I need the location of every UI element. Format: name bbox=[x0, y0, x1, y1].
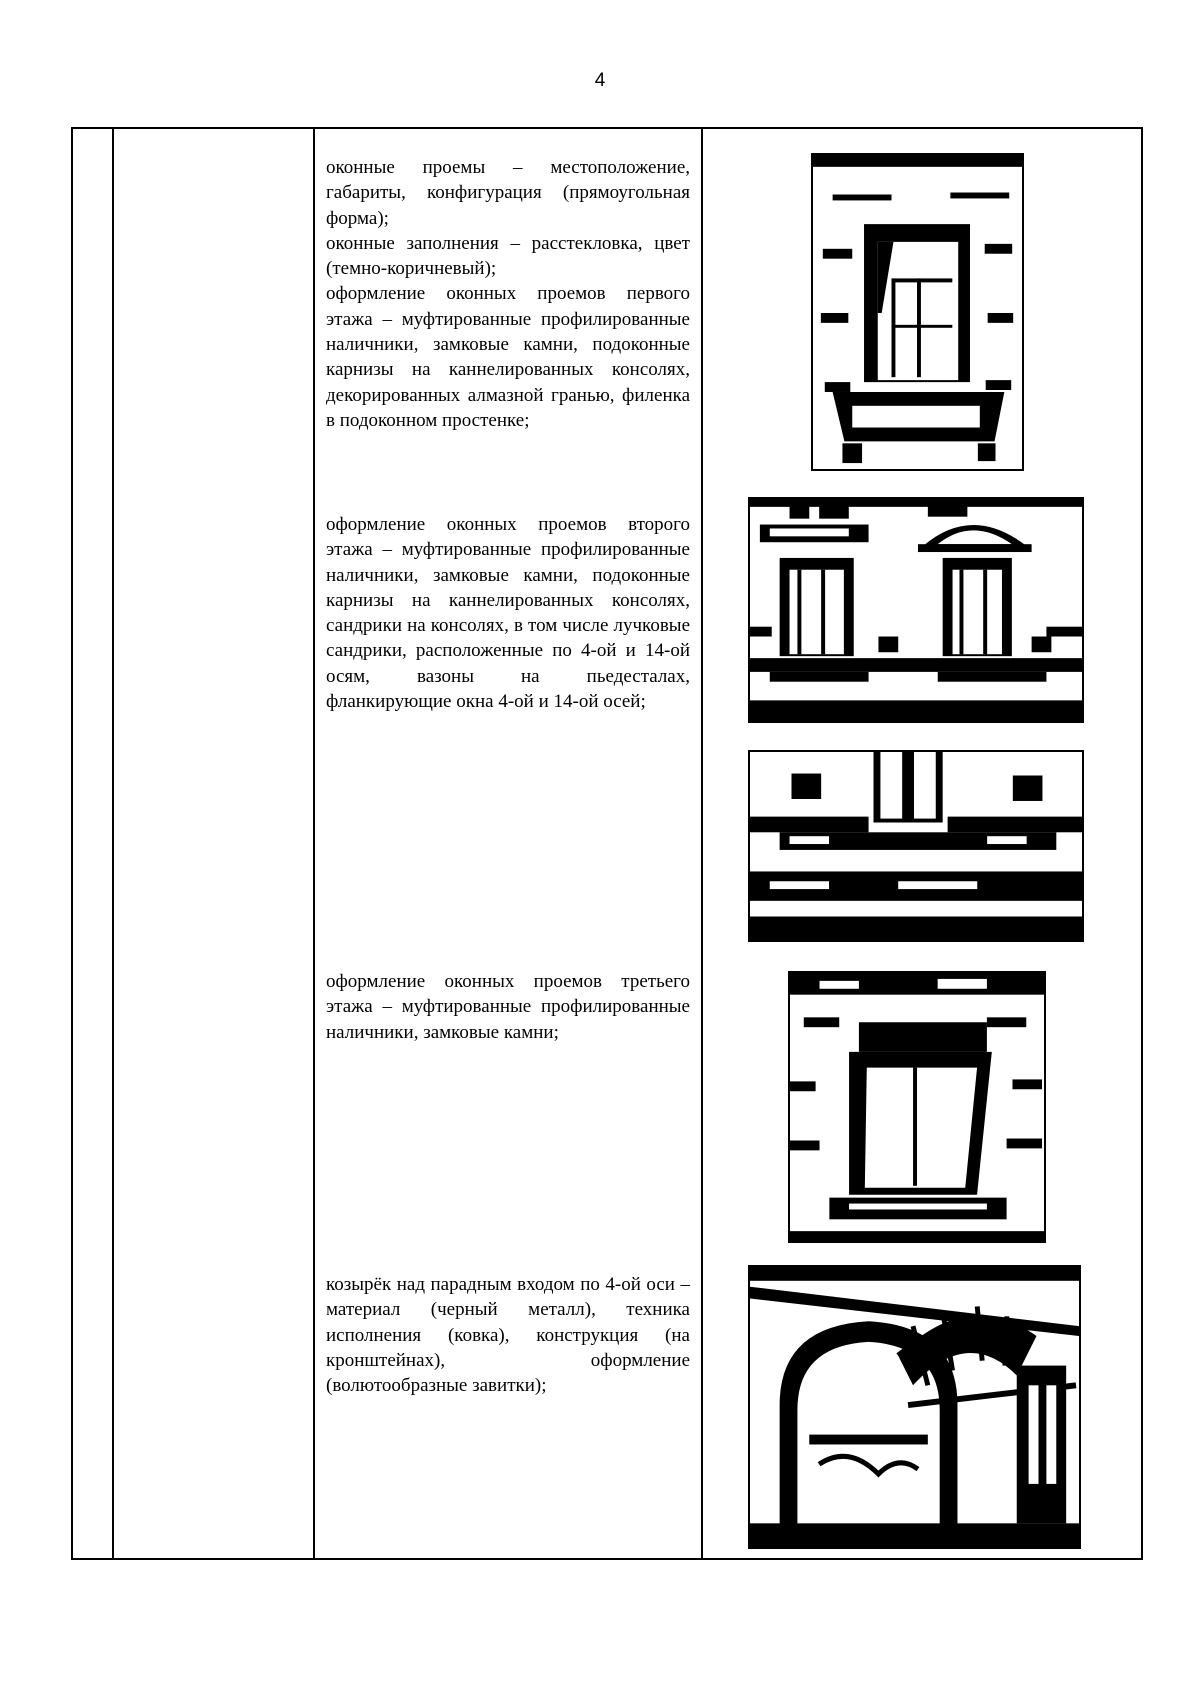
page-number: 4 bbox=[594, 70, 606, 91]
row-4-description bbox=[326, 1272, 690, 1398]
paragraph-first-floor: оформление оконных проемов первого этажа – муфтированные профилированные наличники, замковые камни, подоконные карнизы на каннелированных консолях, декорированных алмазной гранью, филенка в подоконном простенке; bbox=[326, 283, 690, 431]
paragraph-second-floor: оформление оконных проемов второго этажа – муфтированные профилированные наличники, замковые камни, подоконные карнизы на каннелированных консолях, сандрики на консолях, в том числе лучковые сандрики, расположенные по 4-ой и 14-ой осям, вазоны на пьедесталах, фланкирующие окна 4-ой и 14-ой осей; bbox=[326, 514, 690, 713]
paragraph-third-floor-end: наличники, замковые камни; bbox=[326, 1021, 559, 1043]
column-divider bbox=[701, 129, 703, 1558]
second-floor-windows-photo bbox=[748, 497, 1084, 723]
third-floor-window-photo bbox=[788, 971, 1046, 1243]
paragraph-third-floor: оформление оконных проемов третьего этажа – муфтированные профилированные bbox=[326, 971, 690, 1018]
paragraph-entrance-canopy: козырёк над парадным входом по 4-ой оси – материал (черный металл), техника исполнения (ковка), конструкция (на кронштейнах), оформление (волютообразные завитки); bbox=[326, 1274, 690, 1397]
paragraph-window-openings: оконные проемы – местоположение, габариты, конфигурация (прямоугольная форма); bbox=[326, 157, 690, 229]
row-1-description bbox=[326, 155, 690, 433]
ground-floor-window-photo bbox=[811, 153, 1024, 471]
column-divider bbox=[112, 129, 114, 1558]
vases-on-pedestals-photo bbox=[748, 750, 1084, 942]
paragraph-window-fillings: оконные заполнения – расстекловка, цвет (темно-коричневый); bbox=[326, 232, 690, 280]
row-2-description bbox=[326, 512, 690, 714]
column-divider bbox=[313, 129, 315, 1558]
entrance-canopy-photo bbox=[748, 1265, 1081, 1549]
row-3-description bbox=[326, 969, 690, 1045]
